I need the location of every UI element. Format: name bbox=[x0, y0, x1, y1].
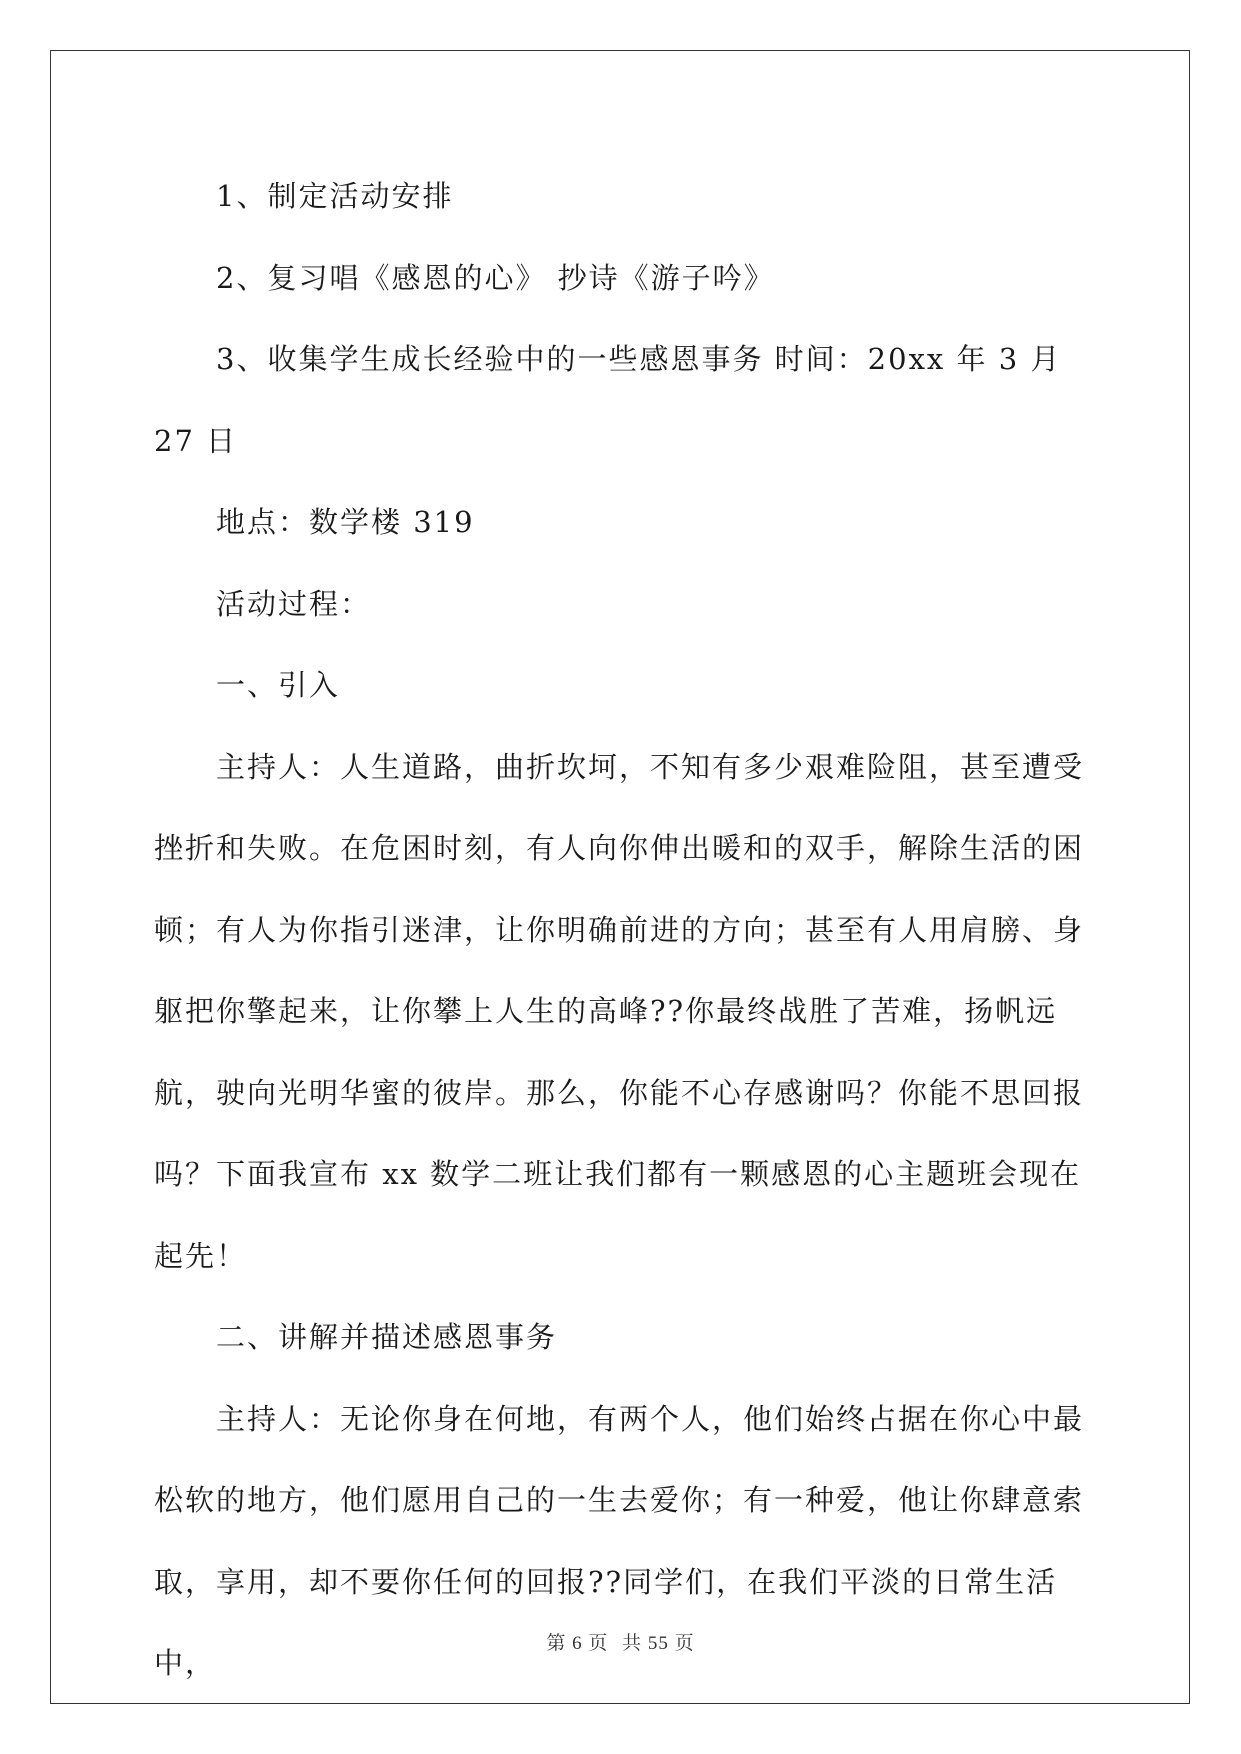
paragraph-host-speech-1: 主持人：人生道路，曲折坎坷，不知有多少艰难险阻，甚至遭受挫折和失败。在危困时刻，有人向你伸出暖和的双手，解除生活的困顿；有人为你指引迷津，让你明确前进的方向；甚至有人用肩膀、身躯把你擎起来，让你攀上人生的高峰??你最终战胜了苦难，扬帆远航，驶向光明华蜜的彼岸。那么，你能不心存感谢吗？你能不思回报吗？下面我宣布 xx 数学二班让我们都有一颗感恩的心主题班会现在起先！ bbox=[154, 749, 1085, 1273]
paragraph-plan-item-3: 3、收集学生成长经验中的一些感恩事务 时间：20xx 年 3 月 27 日 bbox=[154, 342, 1062, 458]
paragraph-location: 地点：数学楼 319 bbox=[216, 505, 475, 539]
paragraph-plan-item-1: 1、制定活动安排 bbox=[216, 179, 454, 213]
paragraph-process-heading: 活动过程： bbox=[216, 586, 372, 621]
page-footer bbox=[0, 1628, 1241, 1655]
paragraph-host-speech-2: 主持人：无论你身在何地，有两个人，他们始终占据在你心中最松软的地方，他们愿用自己的一生去爱你；有一种爱，他让你肆意索取，享用，却不要你任何的回报??同学们，在我们平淡的日常生活中， bbox=[154, 1401, 1085, 1680]
page-number: 第 6 页 bbox=[546, 1633, 609, 1654]
paragraph-section-intro: 一、引入 bbox=[216, 668, 341, 702]
paragraph-plan-item-2: 2、复习唱《感恩的心》 抄诗《游子吟》 bbox=[216, 260, 775, 295]
paragraph-section-events: 二、讲解并描述感恩事务 bbox=[216, 1320, 558, 1354]
page-total: 共 55 页 bbox=[622, 1633, 695, 1654]
document-body bbox=[154, 156, 1094, 1705]
